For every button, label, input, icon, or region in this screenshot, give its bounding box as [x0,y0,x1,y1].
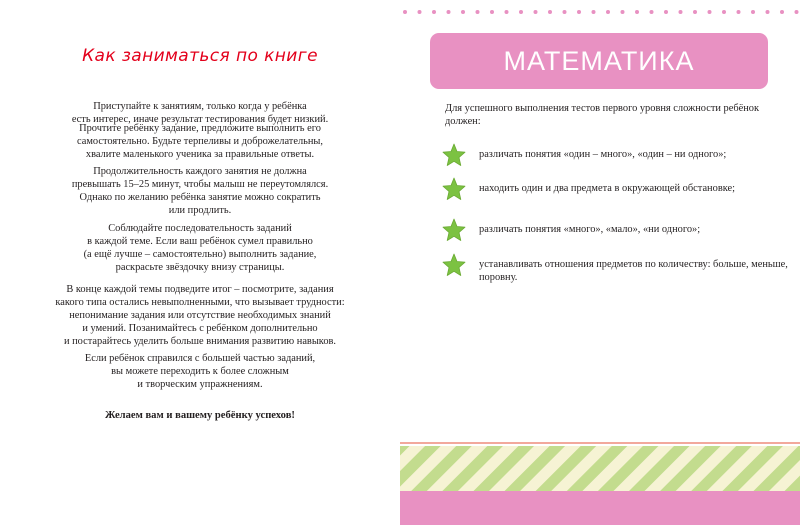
border-dot [461,10,465,14]
star-icon [442,218,466,242]
border-dot [708,10,712,14]
requirement-text: различать понятия «один – много», «один – ни одного»; [479,149,727,160]
border-dot [766,10,770,14]
border-dot [534,10,538,14]
decorative-stripe-band [400,440,800,525]
border-dot [577,10,581,14]
star-icon [442,143,466,167]
border-dot [548,10,552,14]
star-icon [442,253,466,277]
border-dot [737,10,741,14]
border-dot [693,10,697,14]
requirement-text: находить один и два предмета в окружающей обстановке; [479,183,736,194]
right-page [400,0,800,525]
paragraph-6: Если ребёнок справился с большей частью заданий, вы можете переходить к более сложным и творческим упражнениям. [84,353,316,390]
title-box [430,33,768,89]
border-dot [635,10,639,14]
border-dot [621,10,625,14]
paragraph-5: В конце каждой темы подведите итог – посмотрите, задания какого типа остались невыполненными, что вызывает трудности: непонимание задания или отсутствие необходимых знаний и умений. Позанимайтесь с ребёнком дополнительно и постарайтесь уделить больше внимания развитию навыков. [55,284,345,347]
border-dot [664,10,668,14]
closing-wish: Желаем вам и вашему ребёнку успехов! [105,410,295,421]
border-dot [519,10,523,14]
border-dot [418,10,422,14]
border-dot [795,10,799,14]
border-dot [592,10,596,14]
border-dot [403,10,407,14]
border-dot [476,10,480,14]
requirement-text: различать понятия «много», «мало», «ни одного»; [479,224,701,235]
border-dot [650,10,654,14]
dotted-border [400,0,800,20]
section-title: МАТЕМАТИКА [503,46,695,76]
requirement-text: устанавливать отношения предметов по количеству: больше, меньше, поровну. [479,259,788,283]
paragraph-4: Соблюдайте последовательность заданий в каждой теме. Если ваш ребёнок сумел правильно (а ещё лучше – самостоятельно) выполнить задание, раскрасьте звёздочку внизу страницы. [83,223,317,273]
paragraph-2: Прочтите ребёнку задание, предложите выполнить его самостоятельно. Будьте терпеливы и доброжелательны, хвалите маленького ученика за правильные ответы. [76,123,324,160]
border-dot [679,10,683,14]
border-dot [606,10,610,14]
border-dot [722,10,726,14]
border-dot [447,10,451,14]
star-icon [442,177,466,201]
paragraph-3: Продолжительность каждого занятия не должна превышать 15–25 минут, чтобы малыш не переутомлялся. Однако по желанию ребёнка занятие можно сократить или продлить. [71,166,329,216]
border-dot [505,10,509,14]
border-dot [751,10,755,14]
border-dot [432,10,436,14]
left-page-title: Как заниматься по книге [82,46,318,66]
intro-text: Для успешного выполнения тестов первого уровня сложности ребёнок должен: [445,103,760,127]
border-dot [490,10,494,14]
paragraph-1: Приступайте к занятиям, только когда у ребёнка есть интерес, иначе результат тестирования будет низкий. [71,101,329,125]
border-dot [780,10,784,14]
border-dot [563,10,567,14]
